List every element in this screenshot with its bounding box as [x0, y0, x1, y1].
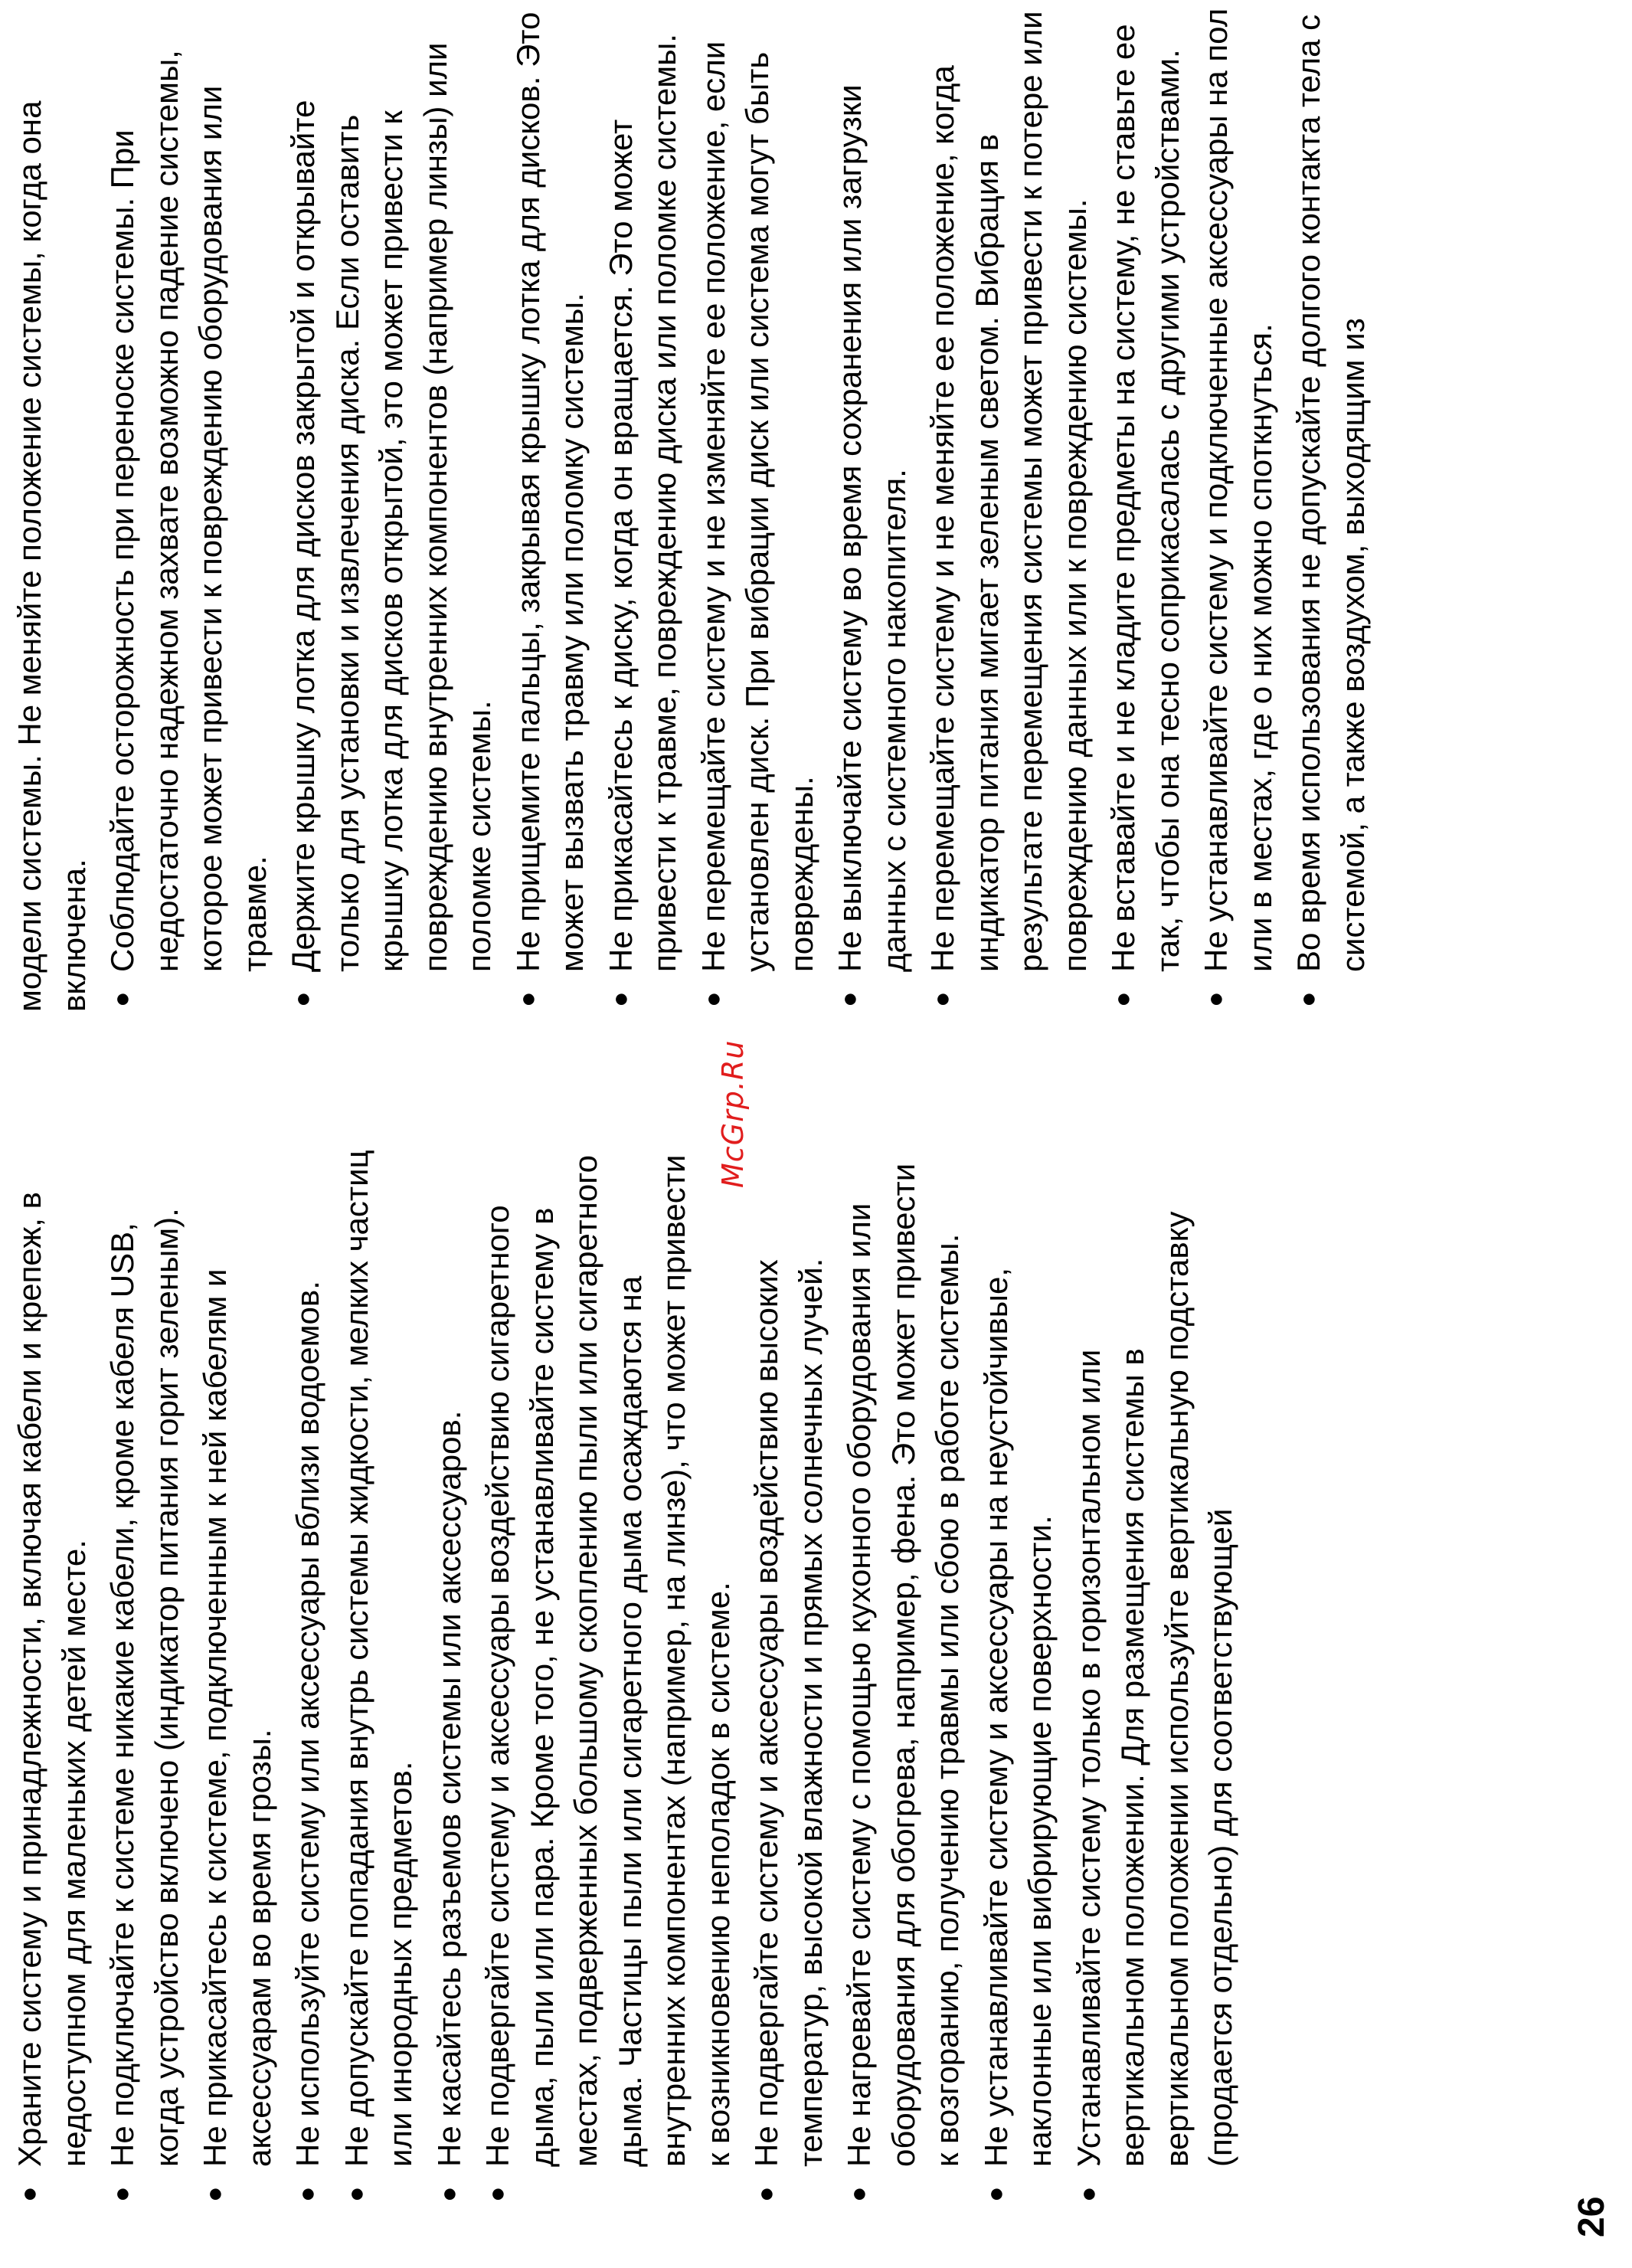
list-item-continuation — [8, 1, 96, 1012]
list-item — [828, 1, 916, 1012]
bullet-icon: ● — [200, 2186, 229, 2202]
list-item-text: модели системы. Не меняйте положение системы, когда она включена. — [11, 100, 92, 1012]
bullet-icon: ● — [927, 991, 957, 1007]
bullet-icon: ● — [341, 2186, 371, 2202]
list-item — [286, 1150, 330, 2207]
list-item — [692, 1, 824, 1012]
list-item-text: Устанавливайте систему только в горизонтальном или вертикальном положении. Для размещения системы в вертикальном положении используйте вертикальную подставку (продается отдельно) для соответствующей — [1070, 1211, 1238, 2167]
bullet-icon: ● — [980, 2186, 1010, 2202]
bullet-icon: ● — [15, 2186, 44, 2202]
list-item-text: Не выключайте систему во время сохранения или загрузки данных с системного накопителя. — [832, 84, 912, 972]
list-item-text: Во время использования не допускайте долгого контакта тела с системой, а также воздухом, выходящим из — [1290, 14, 1371, 972]
list-item — [974, 1150, 1062, 2207]
list-item-text: Не подвергайте систему и аксессуары воздействию сигаретного дыма, пыли или пара. Кроме того, не устанавливайте систему в местах, подверженных большому скоплению пыли или сигаретного дыма. Частицы пыли или сигаретного дыма осаждаются на внутренних компонентах (например, на линзе), что может привести к возникновению неполадок в системе. — [479, 1154, 736, 2167]
bullet-icon: ● — [1108, 991, 1137, 1007]
bullet-icon: ● — [835, 991, 864, 1007]
list-item-text: Не перемещайте систему и не изменяйте ее положение, если установлен диск. При вибрации диск или система могут быть повреждены. — [695, 41, 819, 972]
list-item — [427, 1150, 472, 2207]
list-item — [1287, 1, 1375, 1012]
list-item — [8, 1150, 96, 2207]
list-item-text: Не подключайте к системе никакие кабели, кроме кабеля USB, когда устройство включено (индикатор питания горит зеленым). — [104, 1208, 185, 2167]
list-item — [599, 1, 687, 1012]
bullet-icon: ● — [605, 991, 635, 1007]
bullet-icon: ● — [107, 991, 136, 1007]
bullet-icon: ● — [1073, 2186, 1103, 2202]
list-item-text: Не касайтесь разъемов системы или аксессуаров. — [430, 1410, 467, 2167]
list-item-text: Не устанавливайте систему и аксессуары на неустойчивые, наклонные или вибрирующие поверхности. — [977, 1267, 1058, 2167]
list-item-text: Не нагревайте систему с помощью кухонного оборудования или оборудования для обогрева, например, фена. Это может привести к возгоранию, получению травмы или сбою в работе системы. — [841, 1163, 965, 2167]
bullet-icon: ● — [1293, 991, 1323, 1007]
list-item — [100, 1150, 188, 2207]
list-item — [193, 1150, 281, 2207]
list-item — [100, 1, 276, 1012]
list-item-text: Храните систему и принадлежности, включая кабели и крепеж, в недоступном для маленьких детей месте. — [11, 1192, 92, 2167]
list-item-text: Не прикасайтесь к системе, подключенным к ней кабелям и аксессуарам во время грозы. — [197, 1268, 277, 2167]
list-item-text: Не устанавливайте систему и подключенные аксессуары на пол или в местах, где о них можно споткнуться. — [1198, 8, 1278, 972]
list-item — [1067, 1150, 1243, 2207]
list-item-text: Держите крышку лотка для дисков закрытой и открывайте только для установки и извлечения диска. Если оставить крышку лотка для дисков открытой, это может привести к повреждению внутренних компонентов (например линзы) или поломке системы. — [285, 42, 497, 972]
bullet-icon: ● — [293, 2186, 322, 2202]
bullet-icon: ● — [482, 2186, 512, 2202]
bullet-icon: ● — [751, 2186, 780, 2202]
list-item-text: Не используйте систему или аксессуары вблизи водоемов. — [289, 1281, 325, 2167]
list-item — [837, 1150, 970, 2207]
list-item-text: Не подвергайте систему и аксессуары воздействию высоких температур, высокой влажности и прямых солнечных лучей. — [748, 1258, 829, 2167]
list-item — [1101, 1, 1189, 1012]
bullet-icon: ● — [512, 991, 542, 1007]
list-item-text: Не вставайте и не кладите предметы на систему, не ставьте ее так, чтобы она тесно соприкасалась с другими устройствами. — [1105, 24, 1186, 972]
list-item-text: Соблюдайте осторожность при переноске системы. При недостаточно надежном захвате возможно падение системы, которое может привести к повреждению оборудования или травме. — [104, 50, 273, 972]
list-item-text: Не перемещайте систему и не меняйте ее положение, когда индикатор питания мигает зеленым светом. Вибрация в результате перемещения системы может привести к потере или повреждению данных или к повреждению системы. — [924, 11, 1093, 972]
list-item — [1194, 1, 1282, 1012]
bullet-icon: ● — [844, 2186, 873, 2202]
list-item — [744, 1150, 832, 2207]
bullet-icon: ● — [107, 2186, 136, 2202]
list-item — [281, 1, 502, 1012]
bullet-icon: ● — [698, 991, 728, 1007]
list-item — [506, 1, 594, 1012]
page-number: 26 — [1571, 2196, 1612, 2237]
list-item — [476, 1150, 740, 2207]
list-item-text: Не допускайте попадания внутрь системы жидкости, мелких частиц или инородных предметов. — [338, 1150, 418, 2167]
bullet-icon: ● — [1201, 991, 1230, 1007]
left-column — [8, 1150, 1248, 2207]
bullet-icon: ● — [433, 2186, 463, 2202]
list-item — [921, 1, 1097, 1012]
list-item-text: Не прикасайтесь к диску, когда он вращается. Это может привести к травме, повреждению диска или поломке системы. — [602, 34, 682, 972]
watermark: McGrp.Ru — [716, 1039, 750, 1188]
bullet-icon: ● — [288, 991, 317, 1007]
list-item — [335, 1150, 423, 2207]
right-column — [8, 1, 1379, 1012]
list-item-text: Не прищемите пальцы, закрывая крышку лотка для дисков. Это может вызвать травму или поломку системы. — [509, 11, 590, 972]
